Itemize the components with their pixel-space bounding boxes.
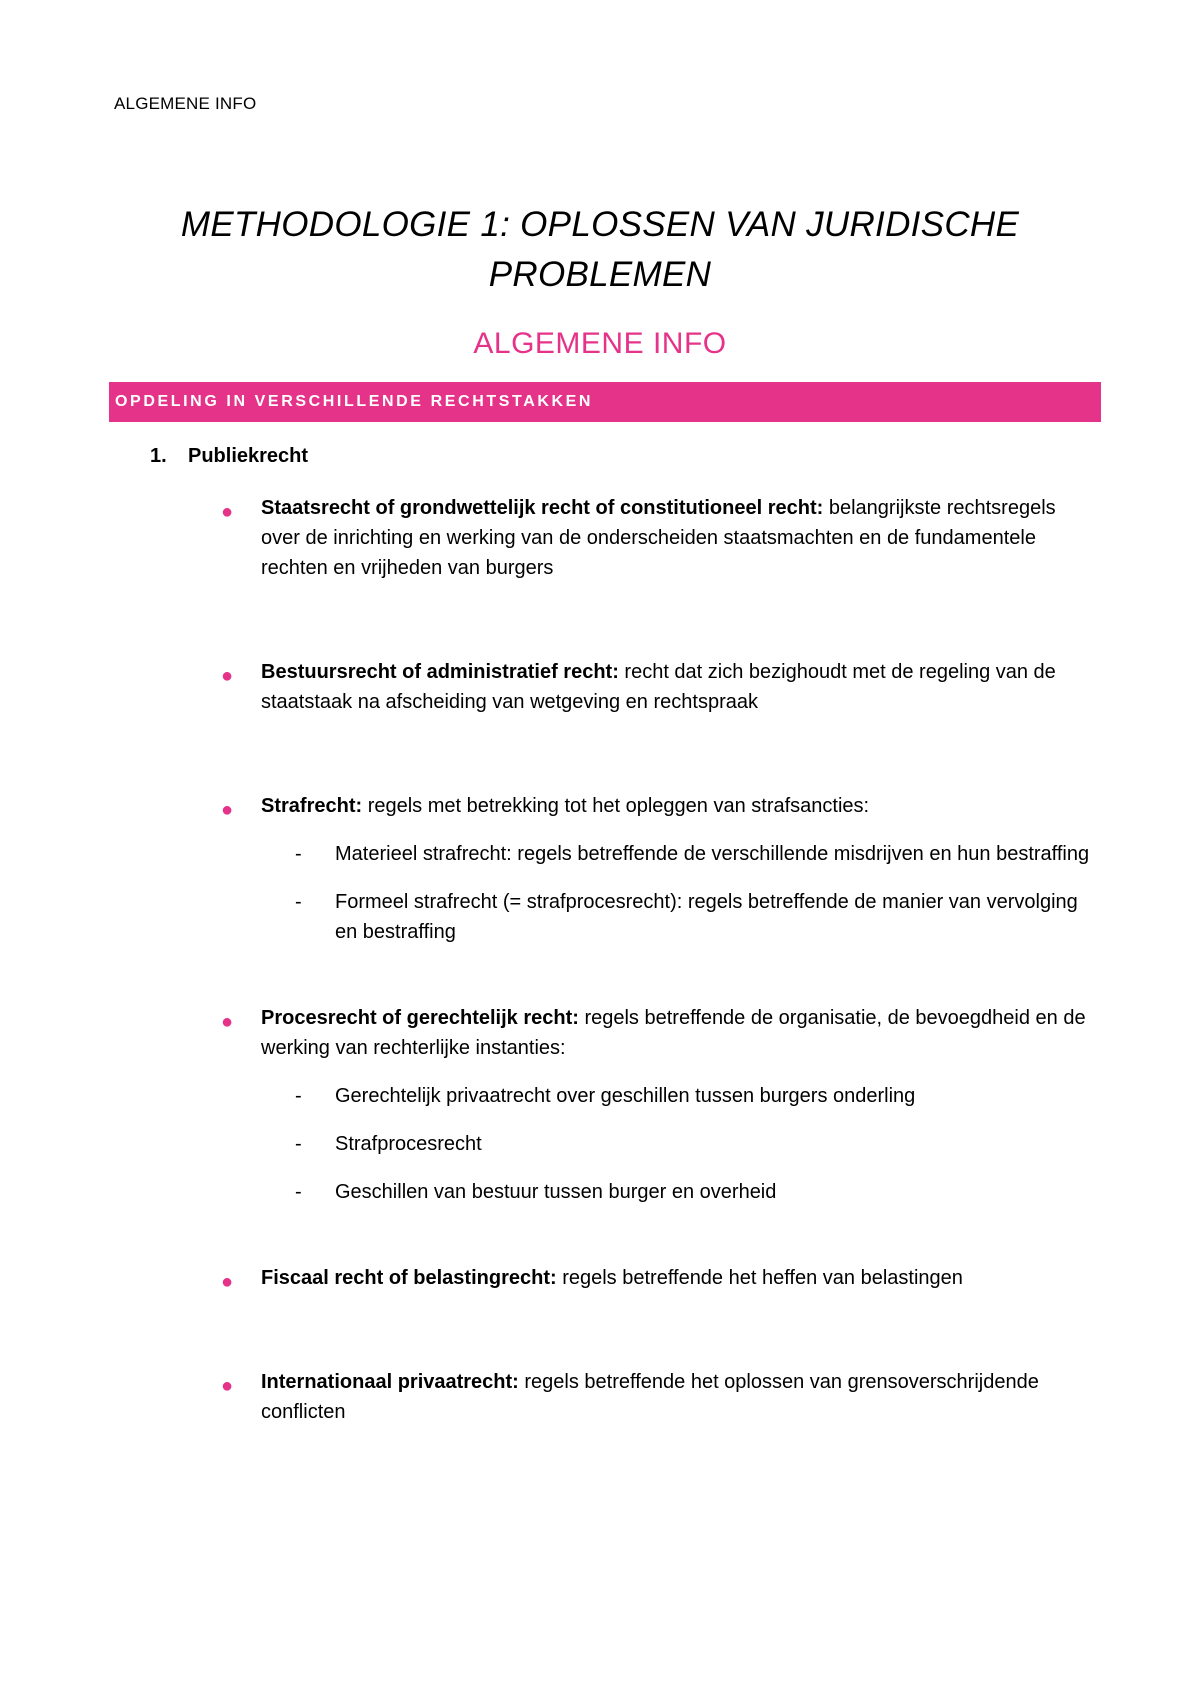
bullet-icon: ● (221, 1375, 234, 1397)
section-heading-bar: OPDELING IN VERSCHILLENDE RECHTSTAKKEN (109, 382, 1101, 422)
bullet-icon: ● (221, 501, 234, 523)
sublist-text: Geschillen van bestuur tussen burger en overheid (335, 1181, 777, 1203)
page-header: ALGEMENE INFO (114, 94, 257, 113)
list-heading: Publiekrecht (188, 445, 309, 467)
term: Bestuursrecht of administratief recht: (261, 661, 619, 683)
sublist-item (261, 839, 1100, 869)
definition: belangrijkste rechtsregels over de inrichting en werking van de onderscheiden staatsmachten en de fundamentele rechten en vrijheden van burgers (261, 497, 1056, 579)
sublist (261, 1081, 1100, 1207)
dash-icon: - (295, 1181, 302, 1203)
list-item (150, 1367, 1100, 1427)
dash-icon: - (295, 843, 302, 865)
term: Fiscaal recht of belastingrecht: (261, 1267, 557, 1289)
term: Strafrecht: (261, 795, 363, 817)
dash-icon: - (295, 1133, 302, 1155)
document-title: METHODOLOGIE 1: OPLOSSEN VAN JURIDISCHE PROBLEMEN (180, 205, 1020, 294)
bullet-icon: ● (221, 665, 234, 687)
bullet-icon: ● (221, 1011, 234, 1033)
dash-icon: - (295, 891, 302, 913)
definition: recht dat zich bezighoudt met de regeling van de staatstaak na afscheiding van wetgeving en rechtspraak (261, 661, 1056, 713)
list-item (150, 657, 1100, 717)
definition: regels met betrekking tot het opleggen van strafsancties: (362, 795, 870, 817)
sublist-item (261, 1081, 1100, 1111)
list-number: 1. (150, 445, 167, 467)
sublist-item (261, 1129, 1100, 1159)
list-item (150, 791, 1100, 947)
list-item (150, 493, 1100, 583)
term: Procesrecht of gerechtelijk recht: (261, 1007, 579, 1029)
title-block (100, 200, 1100, 362)
numbered-heading (150, 441, 1100, 471)
sublist (261, 839, 1100, 947)
dash-icon: - (295, 1085, 302, 1107)
sublist-text: Strafprocesrecht (335, 1133, 482, 1155)
list-item (150, 1003, 1100, 1207)
list-item (150, 1263, 1100, 1293)
sublist-text: Gerechtelijk privaatrecht over geschillen tussen burgers onderling (335, 1085, 916, 1107)
content-body (150, 441, 1100, 1501)
definition: regels betreffende het oplossen van grensoverschrijdende conflicten (261, 1371, 1039, 1423)
sublist-text: Formeel strafrecht (= strafprocesrecht): regels betreffende de manier van vervolging en bestraffing (335, 891, 1078, 943)
bullet-icon: ● (221, 799, 234, 821)
definition: regels betreffende de organisatie, de bevoegdheid en de werking van rechterlijke instanties: (261, 1007, 1086, 1059)
definition: regels betreffende het heffen van belastingen (556, 1267, 963, 1289)
sublist-item (261, 887, 1100, 947)
document-subtitle: ALGEMENE INFO (473, 327, 727, 360)
sublist-text: Materieel strafrecht: regels betreffende de verschillende misdrijven en hun bestraffing (335, 843, 1090, 865)
bullet-icon: ● (221, 1271, 234, 1293)
sublist-item (261, 1177, 1100, 1207)
term: Internationaal privaatrecht: (261, 1371, 519, 1393)
term: Staatsrecht of grondwettelijk recht of constitutioneel recht: (261, 497, 824, 519)
